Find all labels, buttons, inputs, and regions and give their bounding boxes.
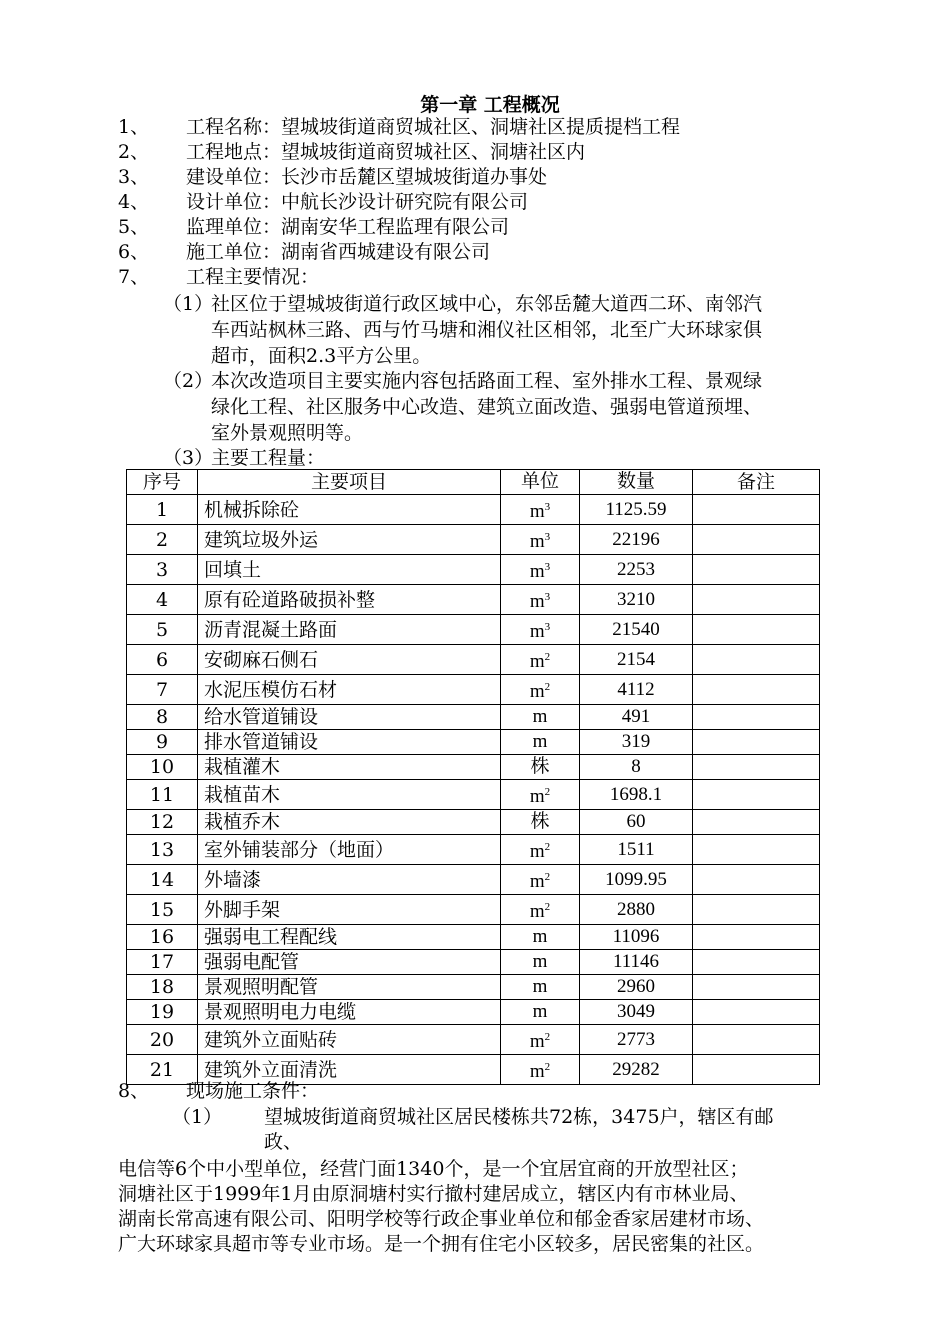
unit-text: m bbox=[529, 621, 545, 642]
paragraph-label: （2） bbox=[163, 370, 214, 392]
row-number: 19 bbox=[127, 1000, 198, 1025]
header-unit: 单位 bbox=[501, 470, 580, 495]
row-qty: 319 bbox=[580, 730, 693, 755]
unit-exponent: 2 bbox=[544, 1031, 551, 1043]
row-qty: 21540 bbox=[580, 615, 693, 645]
table-row bbox=[127, 835, 820, 865]
row-unit bbox=[501, 835, 580, 865]
row-qty: 2773 bbox=[580, 1025, 693, 1055]
row-qty: 29282 bbox=[580, 1055, 693, 1085]
row-item: 景观照明电力电缆 bbox=[198, 1000, 501, 1025]
row-qty: 1099.95 bbox=[580, 865, 693, 895]
paragraph-line: 车西站枫林三路、西与竹马塘和湘仪社区相邻，北至广大环球家俱 bbox=[211, 319, 763, 341]
row-qty: 11146 bbox=[580, 950, 693, 975]
row-note bbox=[693, 525, 820, 555]
site-line: 湖南长常高速有限公司、阳明学校等行政企事业单位和郁金香家居建材市场、 bbox=[118, 1208, 765, 1230]
chapter-title: 第一章 工程概况 bbox=[420, 94, 560, 116]
unit-text: 株 bbox=[530, 811, 550, 832]
table-row bbox=[127, 895, 820, 925]
unit-text: m bbox=[529, 901, 545, 922]
unit-exponent: 2 bbox=[544, 1061, 551, 1073]
site-line: 电信等6个中小型单位，经营门面1340个，是一个宜居宜商的开放型社区； bbox=[118, 1158, 749, 1180]
row-unit bbox=[501, 925, 580, 950]
item-text: 工程主要情况： bbox=[186, 266, 320, 288]
row-qty: 2253 bbox=[580, 555, 693, 585]
row-unit bbox=[501, 1055, 580, 1085]
unit-exponent: 2 bbox=[544, 871, 551, 883]
unit-exponent: 3 bbox=[544, 501, 551, 513]
item-text: 工程地点：望城坡街道商贸城社区、洞塘社区内 bbox=[186, 141, 586, 163]
unit-exponent: 2 bbox=[544, 681, 551, 693]
row-number: 1 bbox=[127, 495, 198, 525]
item-number: 5、 bbox=[118, 216, 150, 238]
row-note bbox=[693, 895, 820, 925]
table-row bbox=[127, 675, 820, 705]
row-item: 安砌麻石侧石 bbox=[198, 645, 501, 675]
header-no: 序号 bbox=[127, 470, 198, 495]
row-item: 回填土 bbox=[198, 555, 501, 585]
row-item: 给水管道铺设 bbox=[198, 705, 501, 730]
row-item: 建筑外立面贴砖 bbox=[198, 1025, 501, 1055]
row-unit bbox=[501, 730, 580, 755]
row-number: 11 bbox=[127, 780, 198, 810]
paragraph-line: 室外景观照明等。 bbox=[211, 422, 364, 444]
row-unit bbox=[501, 705, 580, 730]
unit-text: m bbox=[529, 1061, 545, 1082]
item-text: 施工单位：湖南省西城建设有限公司 bbox=[186, 241, 491, 263]
row-item: 水泥压模仿石材 bbox=[198, 675, 501, 705]
row-item: 栽植灌木 bbox=[198, 755, 501, 780]
table-row bbox=[127, 865, 820, 895]
row-item: 外墙漆 bbox=[198, 865, 501, 895]
row-item: 沥青混凝土路面 bbox=[198, 615, 501, 645]
table-row bbox=[127, 950, 820, 975]
row-unit bbox=[501, 810, 580, 835]
row-qty: 1125.59 bbox=[580, 495, 693, 525]
row-note bbox=[693, 1025, 820, 1055]
row-item: 排水管道铺设 bbox=[198, 730, 501, 755]
row-number: 14 bbox=[127, 865, 198, 895]
row-note bbox=[693, 975, 820, 1000]
row-qty: 1698.1 bbox=[580, 780, 693, 810]
unit-text: m bbox=[529, 591, 545, 612]
row-number: 5 bbox=[127, 615, 198, 645]
row-item: 外脚手架 bbox=[198, 895, 501, 925]
row-item: 强弱电配管 bbox=[198, 950, 501, 975]
row-qty: 2960 bbox=[580, 975, 693, 1000]
unit-text: 株 bbox=[530, 756, 550, 777]
row-number: 7 bbox=[127, 675, 198, 705]
item-number: 8、 bbox=[118, 1080, 150, 1102]
row-number: 6 bbox=[127, 645, 198, 675]
row-item: 建筑外立面清洗 bbox=[198, 1055, 501, 1085]
row-note bbox=[693, 780, 820, 810]
row-number: 15 bbox=[127, 895, 198, 925]
row-number: 16 bbox=[127, 925, 198, 950]
item-number: 4、 bbox=[118, 191, 150, 213]
paragraph-line: 本次改造项目主要实施内容包括路面工程、室外排水工程、景观绿 bbox=[211, 370, 763, 392]
header-qty: 数量 bbox=[580, 470, 693, 495]
row-qty: 4112 bbox=[580, 675, 693, 705]
row-unit bbox=[501, 675, 580, 705]
table-row bbox=[127, 615, 820, 645]
row-number: 3 bbox=[127, 555, 198, 585]
unit-text: m bbox=[529, 841, 545, 862]
table-body bbox=[127, 495, 820, 1085]
row-qty: 11096 bbox=[580, 925, 693, 950]
site-line: 洞塘社区于1999年1月由原洞塘村实行撤村建居成立，辖区内有市林业局、 bbox=[118, 1183, 749, 1205]
header-note: 备注 bbox=[693, 470, 820, 495]
row-number: 9 bbox=[127, 730, 198, 755]
table-row bbox=[127, 585, 820, 615]
unit-text: m bbox=[529, 1031, 545, 1052]
row-number: 21 bbox=[127, 1055, 198, 1085]
row-note bbox=[693, 730, 820, 755]
unit-text: m bbox=[529, 871, 545, 892]
item-number: 7、 bbox=[118, 266, 150, 288]
unit-text: m bbox=[529, 786, 545, 807]
paragraph-line: 超市，面积2.3平方公里。 bbox=[211, 345, 432, 367]
row-qty: 2880 bbox=[580, 895, 693, 925]
row-number: 20 bbox=[127, 1025, 198, 1055]
unit-exponent: 2 bbox=[544, 841, 551, 853]
unit-text: m bbox=[529, 681, 545, 702]
item-text: 监理单位：湖南安华工程监理有限公司 bbox=[186, 216, 510, 238]
row-qty: 2154 bbox=[580, 645, 693, 675]
row-note bbox=[693, 585, 820, 615]
row-item: 栽植乔木 bbox=[198, 810, 501, 835]
row-note bbox=[693, 1055, 820, 1085]
item-number: 2、 bbox=[118, 141, 150, 163]
row-unit bbox=[501, 555, 580, 585]
row-qty: 1511 bbox=[580, 835, 693, 865]
row-unit bbox=[501, 865, 580, 895]
item-number: 6、 bbox=[118, 241, 150, 263]
row-qty: 3049 bbox=[580, 1000, 693, 1025]
unit-exponent: 3 bbox=[544, 561, 551, 573]
table-row bbox=[127, 975, 820, 1000]
table-header-row bbox=[127, 470, 820, 495]
row-qty: 60 bbox=[580, 810, 693, 835]
row-qty: 22196 bbox=[580, 525, 693, 555]
row-note bbox=[693, 495, 820, 525]
unit-text: m bbox=[532, 1001, 548, 1022]
unit-exponent: 2 bbox=[544, 901, 551, 913]
row-number: 17 bbox=[127, 950, 198, 975]
paragraph-label: （3） bbox=[163, 447, 214, 469]
row-note bbox=[693, 705, 820, 730]
row-note bbox=[693, 950, 820, 975]
paragraph-line: 望城坡街道商贸城社区居民楼栋共72栋，3475户，辖区有邮 bbox=[264, 1106, 774, 1128]
unit-text: m bbox=[532, 731, 548, 752]
row-item: 室外铺装部分（地面） bbox=[198, 835, 501, 865]
unit-text: m bbox=[529, 531, 545, 552]
row-number: 18 bbox=[127, 975, 198, 1000]
row-unit bbox=[501, 780, 580, 810]
row-note bbox=[693, 925, 820, 950]
paragraph-label: （1） bbox=[163, 293, 214, 315]
row-unit bbox=[501, 755, 580, 780]
item-number: 3、 bbox=[118, 166, 150, 188]
table-row bbox=[127, 555, 820, 585]
row-item: 建筑垃圾外运 bbox=[198, 525, 501, 555]
item-text: 设计单位：中航长沙设计研究院有限公司 bbox=[186, 191, 529, 213]
row-unit bbox=[501, 495, 580, 525]
header-item: 主要项目 bbox=[198, 470, 501, 495]
table-row bbox=[127, 730, 820, 755]
paragraph-label: （1） bbox=[172, 1106, 223, 1128]
row-note bbox=[693, 645, 820, 675]
table-row bbox=[127, 645, 820, 675]
row-note bbox=[693, 555, 820, 585]
unit-text: m bbox=[532, 926, 548, 947]
site-line: 广大环球家具超市等专业市场。是一个拥有住宅小区较多，居民密集的社区。 bbox=[118, 1233, 765, 1255]
row-unit bbox=[501, 525, 580, 555]
row-unit bbox=[501, 895, 580, 925]
row-number: 2 bbox=[127, 525, 198, 555]
table-row bbox=[127, 705, 820, 730]
unit-text: m bbox=[529, 561, 545, 582]
unit-exponent: 3 bbox=[544, 621, 551, 633]
row-unit bbox=[501, 615, 580, 645]
quantities-table bbox=[126, 469, 820, 1085]
row-item: 强弱电工程配线 bbox=[198, 925, 501, 950]
paragraph-line: 主要工程量： bbox=[211, 447, 326, 469]
table-row bbox=[127, 925, 820, 950]
row-number: 4 bbox=[127, 585, 198, 615]
unit-text: m bbox=[529, 651, 545, 672]
unit-exponent: 2 bbox=[544, 786, 551, 798]
table-row bbox=[127, 495, 820, 525]
row-note bbox=[693, 615, 820, 645]
paragraph-line: 社区位于望城坡街道行政区域中心，东邻岳麓大道西二环、南邻汽 bbox=[211, 293, 763, 315]
table-row bbox=[127, 755, 820, 780]
paragraph-line: 政、 bbox=[264, 1131, 303, 1153]
table-row bbox=[127, 780, 820, 810]
row-number: 10 bbox=[127, 755, 198, 780]
row-qty: 8 bbox=[580, 755, 693, 780]
item-text: 工程名称：望城坡街道商贸城社区、洞塘社区提质提档工程 bbox=[186, 116, 681, 138]
row-qty: 3210 bbox=[580, 585, 693, 615]
unit-exponent: 3 bbox=[544, 531, 551, 543]
row-note bbox=[693, 1000, 820, 1025]
row-number: 13 bbox=[127, 835, 198, 865]
unit-exponent: 3 bbox=[544, 591, 551, 603]
row-note bbox=[693, 810, 820, 835]
unit-text: m bbox=[532, 976, 548, 997]
row-item: 原有砼道路破损补整 bbox=[198, 585, 501, 615]
row-item: 栽植苗木 bbox=[198, 780, 501, 810]
table-row bbox=[127, 1025, 820, 1055]
row-number: 8 bbox=[127, 705, 198, 730]
row-number: 12 bbox=[127, 810, 198, 835]
row-unit bbox=[501, 975, 580, 1000]
row-unit bbox=[501, 645, 580, 675]
table-row bbox=[127, 810, 820, 835]
unit-exponent: 2 bbox=[544, 651, 551, 663]
row-unit bbox=[501, 950, 580, 975]
row-note bbox=[693, 865, 820, 895]
unit-text: m bbox=[529, 501, 545, 522]
row-qty: 491 bbox=[580, 705, 693, 730]
row-item: 机械拆除砼 bbox=[198, 495, 501, 525]
row-note bbox=[693, 835, 820, 865]
table-row bbox=[127, 1000, 820, 1025]
item-number: 1、 bbox=[118, 116, 150, 138]
row-note bbox=[693, 755, 820, 780]
row-unit bbox=[501, 1025, 580, 1055]
unit-text: m bbox=[532, 951, 548, 972]
row-note bbox=[693, 675, 820, 705]
row-item: 景观照明配管 bbox=[198, 975, 501, 1000]
unit-text: m bbox=[532, 706, 548, 727]
item-text: 建设单位：长沙市岳麓区望城坡街道办事处 bbox=[186, 166, 548, 188]
row-unit bbox=[501, 585, 580, 615]
item-text: 现场施工条件： bbox=[186, 1080, 320, 1102]
paragraph-line: 绿化工程、社区服务中心改造、建筑立面改造、强弱电管道预埋、 bbox=[211, 396, 763, 418]
table-row bbox=[127, 525, 820, 555]
row-unit bbox=[501, 1000, 580, 1025]
